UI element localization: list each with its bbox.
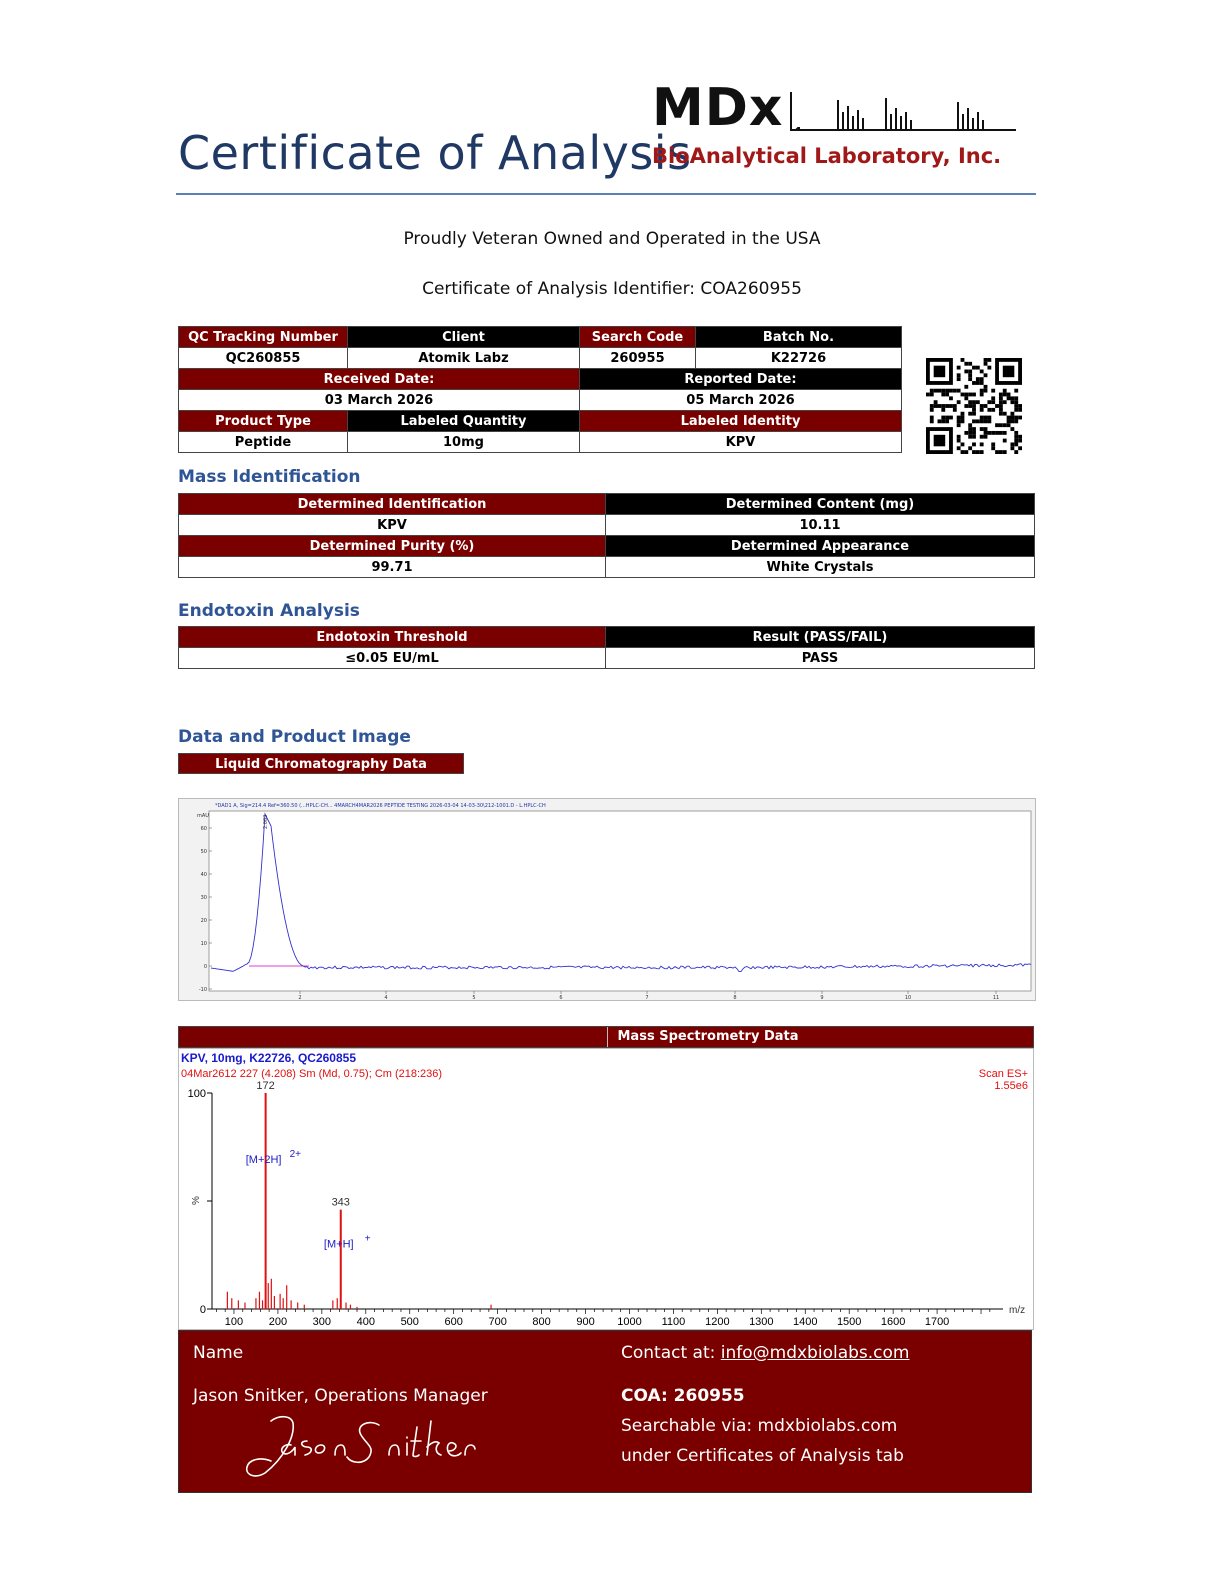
- ms-xlabel: m/z: [1009, 1305, 1026, 1316]
- product-info-table: [178, 326, 902, 453]
- identity-label: Labeled Identity: [580, 411, 902, 432]
- ms-data-label: Mass Spectrometry Data: [607, 1027, 808, 1047]
- mass-id-heading: Mass Identification: [178, 467, 361, 487]
- result-value: PASS: [606, 648, 1035, 669]
- lc-ytick-label: -10: [198, 987, 207, 993]
- coa-identifier: Certificate of Analysis Identifier: COA260955: [422, 279, 802, 299]
- ms-xtick-label: 900: [576, 1316, 595, 1328]
- search-label: Search Code: [580, 327, 696, 348]
- ms-subtitle: 04Mar2612 227 (4.208) Sm (Md, 0.75); Cm (218:236): [181, 1068, 443, 1080]
- lc-unit: mAU: [197, 813, 209, 819]
- threshold-value: ≤0.05 EU/mL: [179, 648, 606, 669]
- ms-ytick-label: 0: [199, 1304, 206, 1316]
- lc-peak-label: 2.083: [263, 814, 269, 829]
- page-title: Certificate of Analysis: [178, 126, 692, 180]
- lc-xtick-label: 8: [733, 995, 737, 1000]
- result-label: Result (PASS/FAIL): [606, 627, 1035, 648]
- ms-xtick-label: 1000: [617, 1316, 642, 1328]
- ms-xtick-label: 1600: [880, 1316, 906, 1328]
- received-value: 03 March 2026: [179, 390, 580, 411]
- endotoxin-heading: Endotoxin Analysis: [178, 601, 360, 621]
- logo-text: MDx: [652, 78, 784, 138]
- ms-peak-charge: 2+: [289, 1149, 302, 1160]
- ms-xtick-label: 1100: [661, 1316, 686, 1328]
- lc-ytick-label: 10: [200, 941, 207, 947]
- contact-email-link[interactable]: info@mdxbiolabs.com: [720, 1343, 910, 1363]
- ms-ylabel: %: [191, 1196, 202, 1205]
- ms-peak-label: 343: [331, 1196, 350, 1209]
- lc-ytick-label: 20: [200, 918, 207, 924]
- qc-value: QC260855: [179, 348, 348, 369]
- ms-peak-annotation: [M+2H]: [245, 1154, 282, 1166]
- ms-xtick-label: 1500: [836, 1316, 862, 1328]
- coa-number: COA: 260955: [621, 1386, 745, 1406]
- mass-id-table: [178, 493, 1035, 578]
- lc-chromatogram: [178, 798, 1036, 1001]
- batch-value: K22726: [696, 348, 902, 369]
- lc-ytick-label: 0: [203, 964, 207, 970]
- lc-ytick-label: 30: [200, 895, 207, 901]
- client-label: Client: [348, 327, 580, 348]
- lc-ytick-label: 40: [200, 872, 207, 878]
- ms-xtick-label: 700: [488, 1316, 507, 1328]
- searchable-line: Searchable via: mdxbiolabs.com: [621, 1416, 898, 1436]
- lc-xtick-label: 5: [472, 995, 476, 1000]
- ms-scan-label: Scan ES+: [978, 1068, 1028, 1080]
- type-label: Product Type: [179, 411, 348, 432]
- ms-xtick-label: 800: [532, 1316, 551, 1328]
- received-label: Received Date:: [179, 369, 580, 390]
- ms-xtick-label: 100: [224, 1316, 244, 1328]
- ident-label: Determined Identification: [179, 494, 606, 515]
- lc-ytick-label: 50: [200, 849, 207, 855]
- ms-intensity-label: 1.55e6: [994, 1080, 1028, 1092]
- content-value: 10.11: [606, 515, 1035, 536]
- data-section-heading: Data and Product Image: [178, 727, 411, 747]
- ms-spectrum: [178, 1048, 1034, 1330]
- tagline: Proudly Veteran Owned and Operated in the USA: [403, 229, 821, 249]
- type-value: Peptide: [179, 432, 348, 453]
- ms-xtick-label: 1400: [793, 1316, 818, 1328]
- logo-subtitle: BioAnalytical Laboratory, Inc.: [652, 144, 1002, 168]
- logo-chromatogram-icon: [788, 88, 1020, 134]
- header-divider: [176, 193, 1036, 195]
- lc-xtick-label: 10: [904, 995, 912, 1000]
- ms-bar: [178, 1026, 1034, 1048]
- purity-label: Determined Purity (%): [179, 536, 606, 557]
- client-value: Atomik Labz: [348, 348, 580, 369]
- reported-value: 05 March 2026: [580, 390, 902, 411]
- ms-xtick-label: 1700: [924, 1316, 950, 1328]
- qty-value: 10mg: [348, 432, 580, 453]
- ident-value: KPV: [179, 515, 606, 536]
- contact-line: [621, 1343, 909, 1363]
- ms-xtick-label: 1300: [749, 1316, 774, 1328]
- ms-xtick-label: 1200: [705, 1316, 730, 1328]
- endotoxin-table: [178, 626, 1035, 669]
- ms-peak-label: 172: [256, 1080, 275, 1092]
- qty-label: Labeled Quantity: [348, 411, 580, 432]
- ms-ytick-label: 100: [187, 1088, 206, 1100]
- identity-value: KPV: [580, 432, 902, 453]
- appearance-label: Determined Appearance: [606, 536, 1035, 557]
- lc-xtick-label: 6: [559, 995, 563, 1000]
- name-label: Name: [193, 1343, 244, 1363]
- ms-xtick-label: 300: [312, 1316, 332, 1328]
- lc-xtick-label: 7: [645, 995, 649, 1000]
- ms-title: KPV, 10mg, K22726, QC260855: [181, 1051, 357, 1065]
- name-value: Jason Snitker, Operations Manager: [193, 1386, 488, 1406]
- ms-xtick-label: 200: [268, 1316, 288, 1328]
- lc-header-text: *DAD1 A, Sig=214.4 Ref=360.50 (...HPLC-CH... 4MARCH4MAR2026 PEPTIDE TESTING 2026-03-04 14-03-30\212-1001.D - L.HPLC-CH: [215, 803, 546, 809]
- contact-prefix: Contact at:: [621, 1343, 721, 1363]
- ms-xtick-label: 600: [444, 1316, 463, 1328]
- lc-ytick-label: 60: [200, 826, 207, 832]
- ms-xtick-label: 400: [356, 1316, 375, 1328]
- qr-code-icon[interactable]: [926, 358, 1022, 454]
- search-value: 260955: [580, 348, 696, 369]
- ms-xtick-label: 500: [400, 1316, 419, 1328]
- lc-xtick-label: 11: [992, 995, 1000, 1000]
- lc-data-label: Liquid Chromatography Data: [178, 753, 464, 774]
- qc-label: QC Tracking Number: [179, 327, 348, 348]
- purity-value: 99.71: [179, 557, 606, 578]
- signature-image: [231, 1407, 481, 1481]
- certificates-tab-line: under Certificates of Analysis tab: [621, 1446, 904, 1466]
- threshold-label: Endotoxin Threshold: [179, 627, 606, 648]
- batch-label: Batch No.: [696, 327, 902, 348]
- signature-footer: [178, 1330, 1032, 1493]
- ms-peak-annotation: [M+H]: [323, 1238, 354, 1251]
- appearance-value: White Crystals: [606, 557, 1035, 578]
- lc-xtick-label: 9: [820, 995, 824, 1000]
- ms-peak-charge: +: [364, 1233, 371, 1245]
- lc-xtick-label: 4: [384, 995, 388, 1000]
- content-label: Determined Content (mg): [606, 494, 1035, 515]
- reported-label: Reported Date:: [580, 369, 902, 390]
- lc-xtick-label: 2: [298, 995, 302, 1000]
